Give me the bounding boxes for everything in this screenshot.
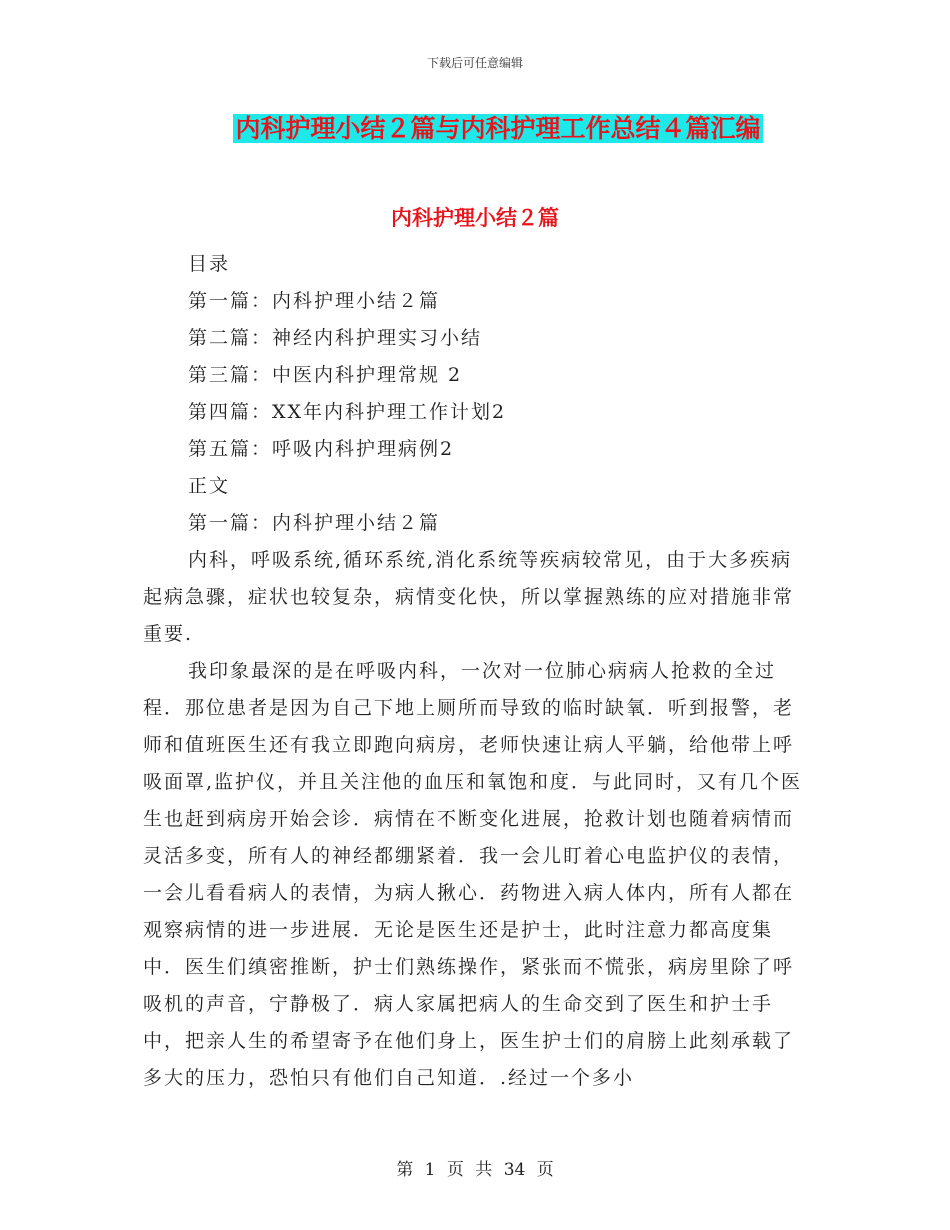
document-title	[0, 112, 950, 146]
chapter-heading: 第一篇：内科护理小结２篇	[188, 512, 441, 534]
toc-heading: 目录	[188, 253, 231, 275]
toc-item: 第三篇：中医内科护理常规 2	[188, 364, 463, 386]
document-title-text: 内科护理小结２篇与内科护理工作总结４篇汇编	[235, 114, 761, 143]
body-heading: 正文	[188, 475, 231, 497]
toc-item: 第五篇：呼吸内科护理病例2	[188, 438, 455, 460]
toc-item: 第一篇：内科护理小结２篇	[188, 290, 441, 312]
toc-item: 第二篇：神经内科护理实习小结	[188, 327, 483, 349]
section-title: 内科护理小结２篇	[391, 205, 559, 230]
document-body	[143, 246, 803, 1097]
header-note: 下载后可任意编辑	[426, 56, 523, 70]
toc-item: 第四篇：XX年内科护理工作计划2	[188, 401, 507, 423]
paragraph: 我印象最深的是在呼吸内科，一次对一位肺心病病人抢救的全过程．那位患者是因为自己下地上厕所而导致的临时缺氧．听到报警，老师和值班医生还有我立即跑向病房，老师快速让病人平躺，给他带上呼吸面罩,监护仪，并且关注他的血压和氧饱和度．与此同时，又有几个医生也赶到病房开始会诊．病情在不断变化进展，抢救计划也随着病情而灵活多变，所有人的神经都绷紧着．我一会儿盯着心电监护仪的表情，一会儿看看病人的表情，为病人揪心．药物进入病人体内，所有人都在观察病情的进一步进展．无论是医生还是护士，此时注意力都高度集中．医生们缜密推断，护士们熟练操作，紧张而不慌张，病房里除了呼吸机的声音，宁静极了．病人家属把病人的生命交到了医生和护士手中，把亲人生的希望寄予在他们身上，医生护士们的肩膀上此刻承载了多大的压力，恐怕只有他们自己知道．.经过一个多小	[143, 660, 803, 1089]
page-footer: 第 1 页 共 34 页	[396, 1160, 554, 1180]
paragraph: 内科，呼吸系统,循环系统,消化系统等疾病较常见，由于大多疾病起病急骤，症状也较复杂，病情变化快，所以掌握熟练的应对措施非常重要.	[143, 549, 795, 645]
